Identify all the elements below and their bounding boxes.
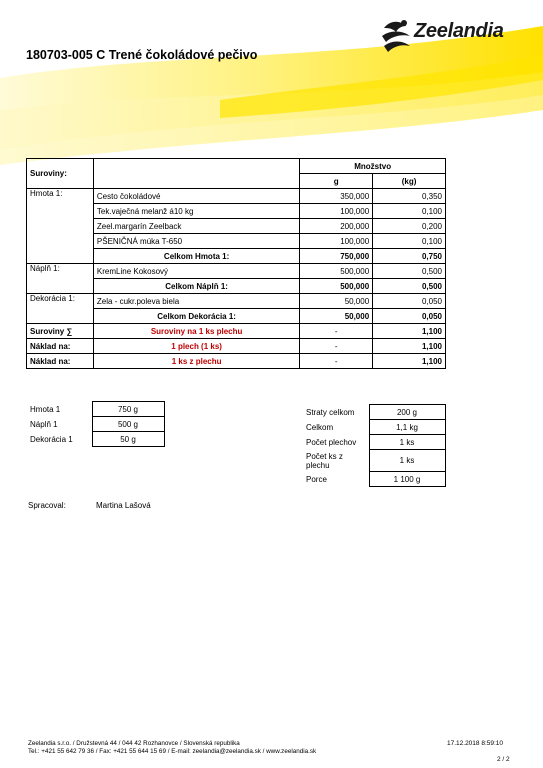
- summary-kg: 1,100: [373, 339, 446, 354]
- list-item: [27, 432, 164, 447]
- summary-label: Náplň 1: [30, 419, 58, 429]
- ingredient-kg: 0,200: [373, 219, 446, 234]
- ingredient-kg: 0,500: [373, 264, 446, 279]
- summary-label: Straty celkom: [306, 407, 355, 417]
- ingredient-kg: 0,100: [373, 204, 446, 219]
- component-summary-table: [27, 401, 165, 447]
- total-g: 50,000: [300, 309, 373, 324]
- list-item: [303, 420, 445, 435]
- total-name: Celkom Hmota 1:: [93, 249, 299, 264]
- ingredient-g: 350,000: [300, 189, 373, 204]
- header-unit-g: g: [300, 174, 373, 189]
- summary-label: Suroviny ∑: [27, 324, 94, 339]
- ingredient-g: 100,000: [300, 204, 373, 219]
- summary-value: 1 100 g: [369, 472, 445, 487]
- summary-g: -: [300, 339, 373, 354]
- ingredient-kg: 0,100: [373, 234, 446, 249]
- summary-label: Celkom: [306, 422, 334, 432]
- summary-desc: 1 plech (1 ks): [93, 339, 299, 354]
- footer-address: [28, 740, 316, 756]
- list-item: [27, 417, 164, 432]
- total-kg: 0,750: [373, 249, 446, 264]
- summary-label: Hmota 1: [30, 404, 61, 414]
- summary-row: [27, 324, 446, 339]
- summary-label: Dekorácia 1: [30, 434, 73, 444]
- summary-g: -: [300, 354, 373, 369]
- ingredient-name: KremLine Kokosový: [93, 264, 299, 279]
- ingredient-name: Zela - cukr.poleva biela: [93, 294, 299, 309]
- summary-g: -: [300, 324, 373, 339]
- group-label: Dekorácia 1:: [27, 294, 94, 324]
- spracoval-name: Martina Lašová: [96, 501, 151, 510]
- list-item: [303, 405, 445, 420]
- recipe-table: [26, 158, 446, 369]
- page-number: 2 / 2: [497, 756, 510, 763]
- total-kg: 0,500: [373, 279, 446, 294]
- ingredient-name: PŠENIČNÁ múka T-650: [93, 234, 299, 249]
- total-name: Celkom Dekorácia 1:: [93, 309, 299, 324]
- summary-value: 500 g: [92, 417, 164, 432]
- total-name: Celkom Náplň 1:: [93, 279, 299, 294]
- ingredient-g: 500,000: [300, 264, 373, 279]
- table-row: [27, 189, 446, 204]
- summary-label: Počet ks z plechu: [306, 451, 343, 470]
- ingredient-name: Tek.vaječná melanž á10 kg: [93, 204, 299, 219]
- summary-kg: 1,100: [373, 324, 446, 339]
- total-g: 750,000: [300, 249, 373, 264]
- header-unit-kg: (kg): [373, 174, 446, 189]
- summary-label: Porce: [306, 474, 327, 484]
- list-item: [303, 435, 445, 450]
- zeelandia-logo: [380, 18, 530, 54]
- summary-kg: 1,100: [373, 354, 446, 369]
- list-item: [303, 450, 445, 472]
- footer-line-1: Zeelandia s.r.o. / Družstevná 44 / 044 42 Rozhanovce / Slovenská republika: [28, 740, 240, 747]
- ingredient-g: 200,000: [300, 219, 373, 234]
- summary-value: 200 g: [369, 405, 445, 420]
- header-row: [27, 159, 446, 174]
- table-row: [27, 294, 446, 309]
- header-blank: [93, 159, 299, 189]
- summary-value: 1 ks: [369, 450, 445, 472]
- totals-summary-table: [303, 404, 446, 487]
- summary-value: 1,1 kg: [369, 420, 445, 435]
- group-label: Náplň 1:: [27, 264, 94, 294]
- total-kg: 0,050: [373, 309, 446, 324]
- summary-value: 1 ks: [369, 435, 445, 450]
- ingredient-kg: 0,050: [373, 294, 446, 309]
- table-row: [27, 264, 446, 279]
- header-banner: [0, 0, 543, 170]
- summary-desc: Suroviny na 1 ks plechu: [93, 324, 299, 339]
- lion-logo-icon: [380, 18, 412, 54]
- spracoval-label: Spracoval:: [28, 501, 66, 510]
- group-label: Hmota 1:: [27, 189, 94, 264]
- footer-line-2: Tel.: +421 55 642 79 36 / Fax: +421 55 644 15 69 / E-mail: zeelandia@zeelandia.sk / www.zeelandia.sk: [28, 748, 317, 755]
- summary-row: [27, 354, 446, 369]
- ingredient-name: Cesto čokoládové: [93, 189, 299, 204]
- summary-desc: 1 ks z plechu: [93, 354, 299, 369]
- summary-value: 750 g: [92, 402, 164, 417]
- list-item: [27, 402, 164, 417]
- summary-row: [27, 339, 446, 354]
- footer-datetime: 17.12.2018 8:59:10: [447, 740, 504, 747]
- header-suroviny: Suroviny:: [27, 159, 94, 189]
- summary-label: Náklad na:: [27, 339, 94, 354]
- list-item: [303, 472, 445, 487]
- summary-value: 50 g: [92, 432, 164, 447]
- summary-label: Náklad na:: [27, 354, 94, 369]
- ingredient-g: 100,000: [300, 234, 373, 249]
- summary-label: Počet plechov: [306, 437, 357, 447]
- ingredient-kg: 0,350: [373, 189, 446, 204]
- total-g: 500,000: [300, 279, 373, 294]
- header-mnozstvo: Množstvo: [300, 159, 446, 174]
- ingredient-name: Zeel.margarín Zeelback: [93, 219, 299, 234]
- logo-wordmark: Zeelandia: [414, 20, 504, 42]
- ingredient-g: 50,000: [300, 294, 373, 309]
- page-title: 180703-005 C Trené čokoládové pečivo: [26, 48, 258, 62]
